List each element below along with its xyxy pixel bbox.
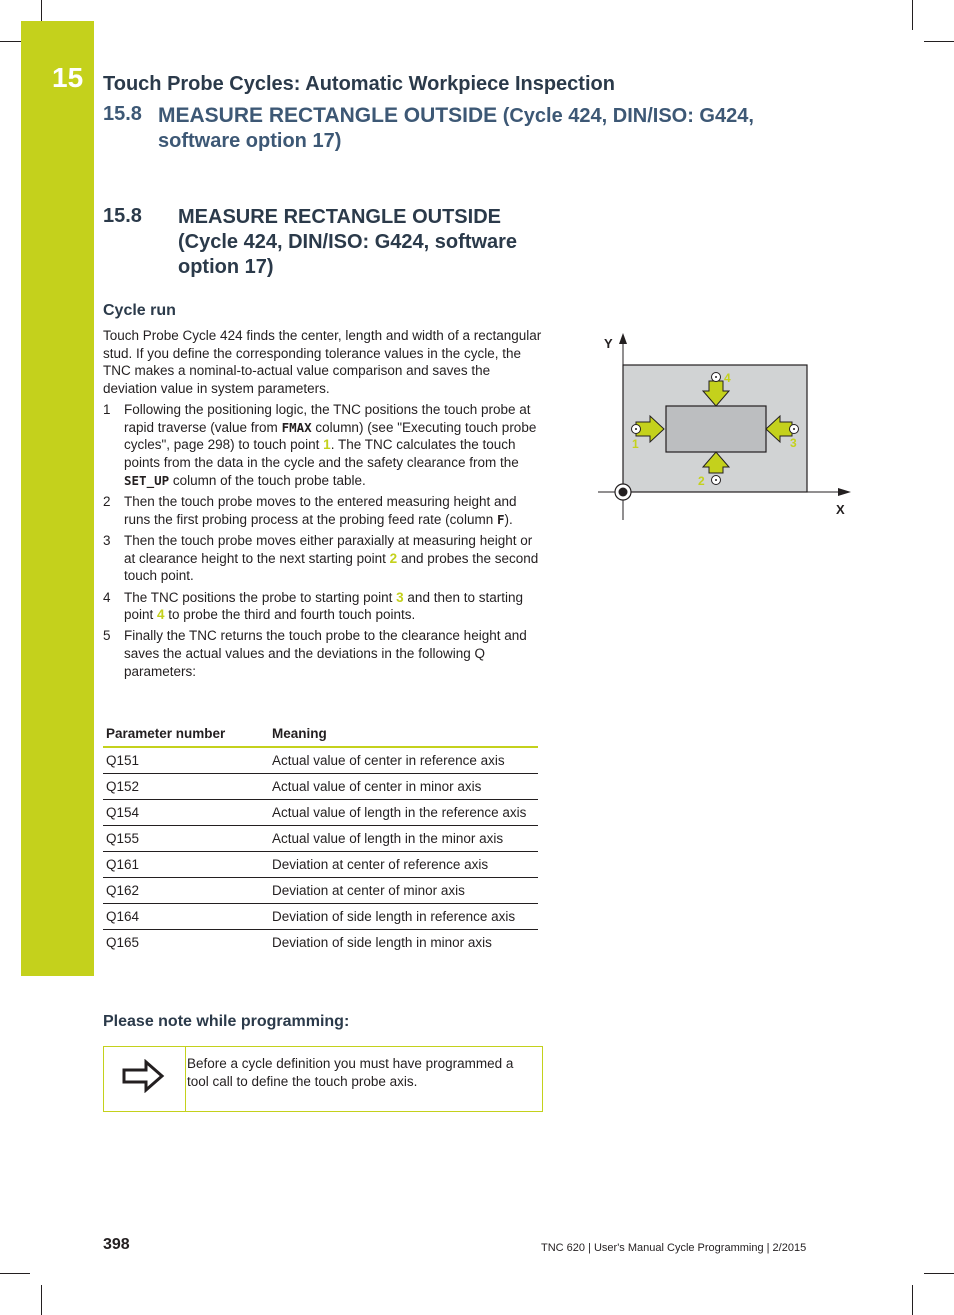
table-row	[103, 826, 538, 852]
param-cell: Q152	[103, 774, 269, 800]
meaning-cell: Deviation at center of reference axis	[269, 852, 538, 878]
param-cell: Q164	[103, 904, 269, 930]
point-label-4: 4	[724, 371, 731, 385]
y-axis-label: Y	[604, 336, 613, 351]
step-text: and then to starting point	[124, 589, 524, 623]
point-ref: 1	[323, 437, 331, 453]
setup-code: SET_UP	[124, 472, 170, 488]
table-row	[103, 747, 538, 774]
step-text: Following the positioning logic, the TNC positions the touch probe at rapid traverse (value from	[124, 402, 531, 435]
touch-point-3-marker	[790, 425, 799, 434]
note-divider	[185, 1047, 186, 1111]
section-number: 15.8	[103, 205, 142, 227]
crop-mark	[924, 1273, 954, 1274]
table-row	[103, 930, 538, 956]
cycle-run-heading: Cycle run	[103, 302, 176, 319]
table-row	[103, 800, 538, 826]
meaning-cell: Actual value of length in the minor axis	[269, 826, 538, 852]
crop-mark	[924, 41, 954, 42]
f-code: F	[496, 511, 505, 527]
touch-point-1-marker	[632, 425, 641, 434]
step-number: 3	[103, 532, 111, 548]
param-cell: Q165	[106, 935, 140, 950]
footer-text: TNC 620 | User's Manual Cycle Programming | 2/2015	[541, 1242, 807, 1254]
step-text: Then the touch probe moves to the entered measuring height and runs the first probing process at the probing feed rate (column	[124, 494, 517, 527]
step-number: 4	[103, 589, 111, 605]
point-label-1: 1	[632, 437, 639, 451]
chapter-number: 15	[52, 62, 84, 93]
crop-mark	[41, 1285, 42, 1315]
meaning-cell: Deviation of side length in reference axis	[269, 904, 538, 930]
step-number: 2	[103, 494, 111, 510]
meaning-cell: Actual value of length in the reference axis	[269, 800, 538, 826]
q-parameter-table	[103, 723, 538, 955]
datum-icon	[615, 484, 631, 500]
param-cell: Q151	[103, 747, 269, 774]
step-2	[103, 493, 543, 528]
arrow-right-icon	[122, 1059, 166, 1098]
point-label-3: 3	[790, 436, 797, 450]
step-text: column of the touch probe table.	[169, 472, 366, 488]
x-axis-label: X	[836, 502, 845, 517]
rectangular-stud	[666, 406, 766, 452]
fmax-code: FMAX	[281, 419, 312, 435]
table-row	[103, 904, 538, 930]
param-cell: Q161	[103, 852, 269, 878]
step-1	[103, 401, 543, 490]
running-section-title-rest: (Cycle 424, DIN/ISO: G424, software option 17)	[158, 105, 754, 152]
column-header: Parameter number	[103, 723, 269, 747]
step-text: The TNC positions the probe to starting point	[124, 589, 397, 605]
step-text: and probes the second touch point.	[124, 550, 539, 584]
running-section-title-main: MEASURE RECTANGLE OUTSIDE	[158, 104, 498, 127]
running-chapter-title: Touch Probe Cycles: Automatic Workpiece Inspection	[103, 73, 615, 95]
step-text: column) (see "Executing touch probe cycles", page 298) to touch point	[124, 419, 537, 453]
step-text: ).	[504, 511, 513, 527]
meaning-cell: Deviation of side length in minor axis	[272, 935, 492, 950]
crop-mark	[41, 0, 42, 21]
param-cell: Q154	[103, 800, 269, 826]
point-ref: 4	[157, 607, 165, 623]
section-title: MEASURE RECTANGLE OUTSIDE (Cycle 424, DIN/ISO: G424, software option 17)	[178, 206, 518, 278]
table-row	[103, 878, 538, 904]
cycle-diagram	[596, 330, 856, 530]
crop-mark	[0, 1273, 30, 1274]
running-section-title	[158, 103, 778, 154]
table-row	[103, 774, 538, 800]
note-heading: Please note while programming:	[103, 1013, 350, 1030]
column-header: Meaning	[269, 723, 538, 747]
point-ref: 2	[389, 550, 398, 566]
point-ref: 3	[396, 589, 404, 605]
crop-mark	[912, 0, 913, 30]
meaning-cell: Deviation at center of minor axis	[269, 878, 538, 904]
crop-mark	[912, 1285, 913, 1315]
crop-mark	[0, 41, 21, 42]
step-4	[103, 589, 543, 624]
step-text: Finally the TNC returns the touch probe to the clearance height and saves the actual values and the deviations in the following Q parameters:	[124, 628, 527, 679]
cycle-run-intro: Touch Probe Cycle 424 finds the center, length and width of a rectangular stud. If you define the corresponding tolerance values in the cycle, the TNC makes a nominal-to-actual value comparison and saves the deviation value in system parameters.	[103, 328, 542, 397]
step-number: 5	[103, 628, 111, 644]
step-number: 1	[103, 402, 111, 417]
chapter-sidebar	[21, 21, 94, 976]
x-axis-arrow	[838, 488, 851, 496]
meaning-cell: Actual value of center in minor axis	[269, 774, 538, 800]
table-header-row	[103, 723, 538, 747]
note-box	[103, 1046, 543, 1112]
running-section-number: 15.8	[103, 103, 142, 125]
cycle-steps	[103, 401, 543, 684]
meaning-cell: Actual value of center in reference axis	[269, 747, 538, 774]
table-row	[103, 852, 538, 878]
step-text: . The TNC calculates the touch points from the data in the cycle and the safety clearance from the	[124, 437, 519, 471]
param-cell: Q155	[103, 826, 269, 852]
step-text: to probe the third and fourth touch points.	[164, 607, 416, 623]
touch-point-4-marker	[712, 373, 721, 382]
touch-point-2-marker	[712, 476, 721, 485]
y-axis-arrow	[619, 333, 627, 344]
step-text: Then the touch probe moves either paraxially at measuring height or at clearance height to the next starting point	[124, 532, 533, 566]
step-5	[103, 627, 543, 680]
param-cell: Q162	[103, 878, 269, 904]
page-number: 398	[103, 1236, 130, 1253]
note-text: Before a cycle definition you must have programmed a tool call to define the touch probe axis.	[187, 1056, 514, 1089]
step-3	[103, 532, 543, 585]
point-label-2: 2	[698, 474, 705, 488]
